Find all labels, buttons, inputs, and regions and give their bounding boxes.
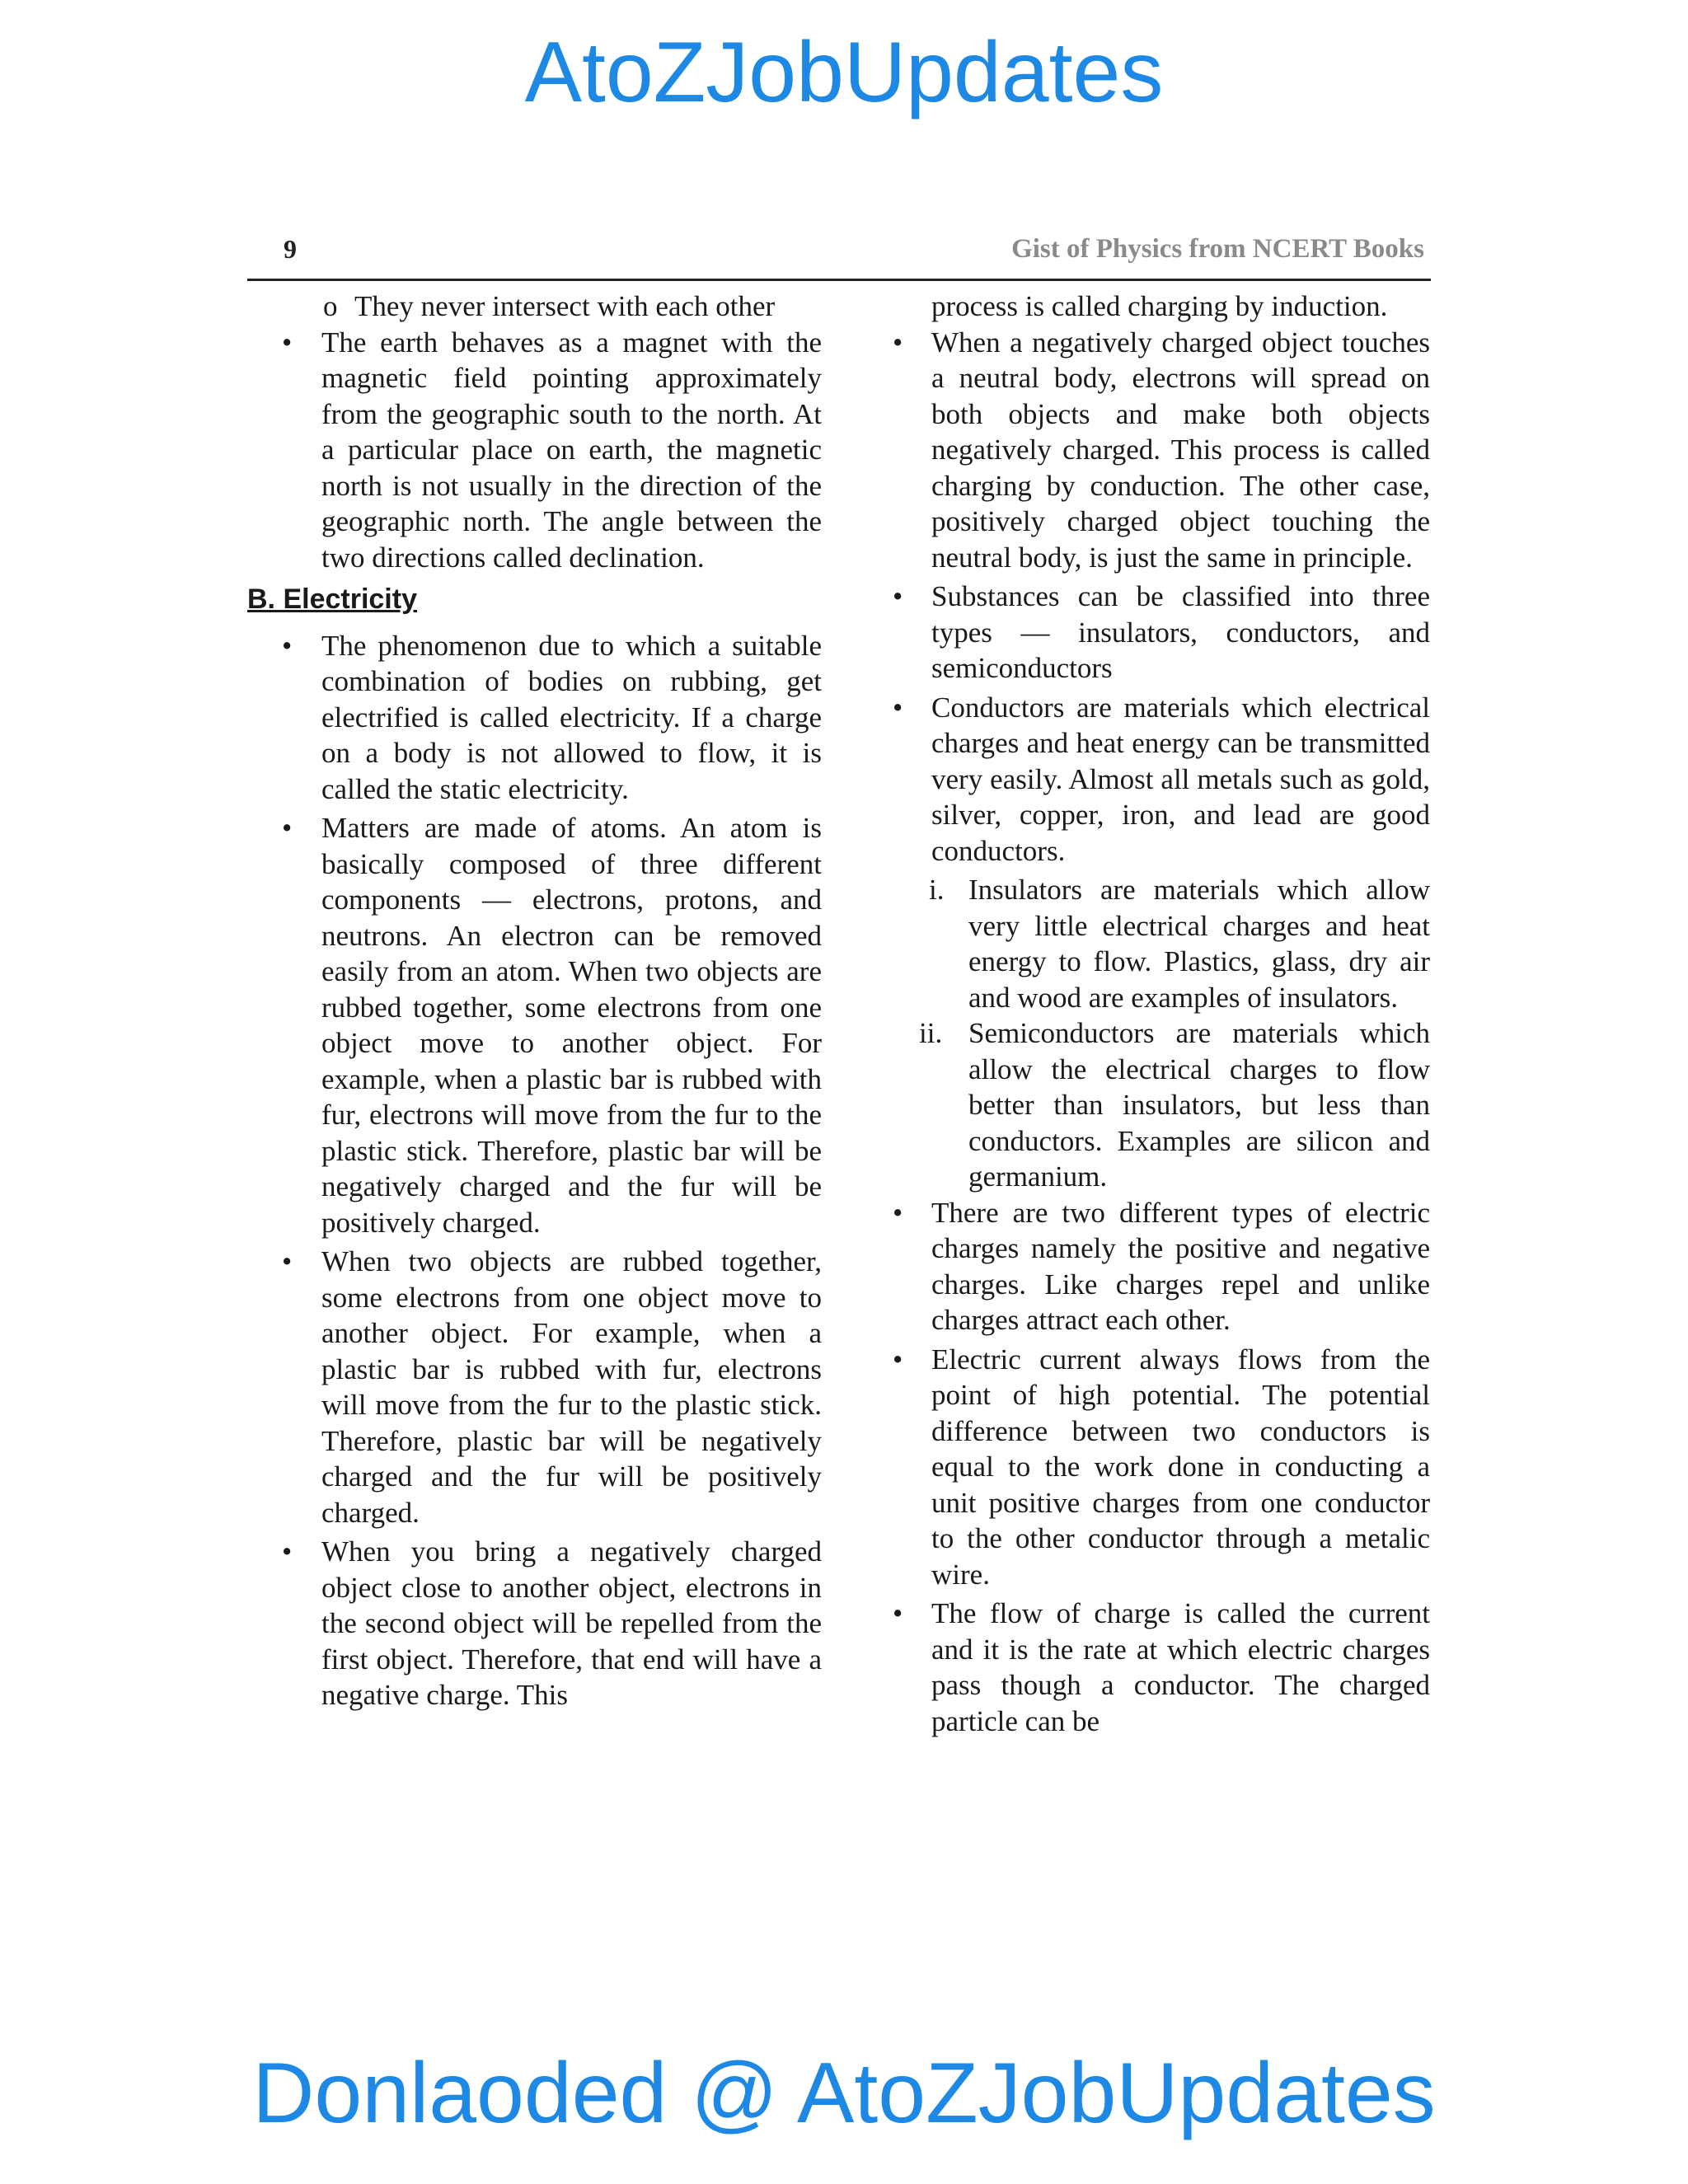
bullet-item (886, 690, 1430, 869)
bullet-item (886, 1195, 1430, 1338)
bullet-icon: • (893, 1343, 903, 1376)
left-column (247, 288, 822, 1717)
bullet-text: The earth behaves as a magnet with the magnetic field pointing approximately from the geographic south to the north. At a particular place on earth, the magnetic north is not usually in the direction of the geographic north. The angle between the two directions called declination. (321, 326, 822, 574)
roman-item-text: Insulators are materials which allow very little electrical charges and heat energy to flow. Plastics, glass, dry air and wood are examples of insulators. (968, 874, 1430, 1014)
watermark-top: AtoZJobUpdates (524, 25, 1164, 120)
roman-list-item (886, 1015, 1430, 1195)
bullet-item (247, 628, 822, 808)
bullet-icon: • (282, 812, 293, 844)
bullet-text: Electric current always flows from the point of high potential. The potential difference between two conductors is equal to the work done in conducting a unit positive charges from one conductor to the other conductor through a metalic wire. (931, 1343, 1430, 1591)
bullet-text: The flow of charge is called the current and it is the rate at which electric charges pass though a conductor. The charged particle can be (931, 1597, 1430, 1737)
bullet-item (886, 579, 1430, 687)
bullet-icon: • (893, 326, 903, 359)
roman-marker: ii. (919, 1017, 943, 1049)
bullet-icon: • (893, 1597, 903, 1629)
o-marker: o (323, 290, 338, 322)
page-header (247, 229, 1431, 281)
roman-item-text: Semiconductors are materials which allow the electrical charges to flow better than insulators, but less than conductors. Examples are silicon and germanium. (968, 1017, 1430, 1193)
bullet-item (247, 810, 822, 1240)
roman-marker: i. (929, 874, 945, 906)
bullet-icon: • (282, 326, 293, 359)
bullet-text: When you bring a negatively charged object close to another object, electrons in the second object will be repelled from the first object. Therefore, that end will have a negative charge. This (321, 1535, 822, 1711)
bullet-icon: • (282, 1535, 293, 1568)
roman-list-item (886, 872, 1430, 1015)
bullet-icon: • (893, 1196, 903, 1229)
bullet-icon: • (282, 629, 293, 662)
watermark-bottom: Donlaoded @ AtoZJobUpdates (252, 2046, 1436, 2141)
bullet-icon: • (893, 691, 903, 724)
right-column (886, 288, 1430, 1742)
bullet-item (247, 1244, 822, 1530)
o-list-item (247, 288, 822, 325)
bullet-item (886, 1596, 1430, 1739)
page-number: 9 (284, 234, 297, 264)
bullet-item (886, 325, 1430, 576)
section-heading: B. Electricity (247, 583, 417, 615)
bullet-text: Substances can be classified into three types — insulators, conductors, and semiconductors (931, 580, 1430, 684)
bullet-text: There are two different types of electric charges namely the positive and negative charges. Like charges repel and unlike charges attract each other. (931, 1196, 1430, 1336)
bullet-icon: • (282, 1245, 293, 1277)
bullet-text: The phenomenon due to which a suitable combination of bodies on rubbing, get electrified is called electricity. If a charge on a body is not allowed to flow, it is called the static electricity. (321, 629, 822, 805)
bullet-text: When a negatively charged object touches a neutral body, electrons will spread on both objects and make both objects negatively charged. This process is called charging by conduction. The other case, positively charged object touching the neutral body, is just the same in principle. (931, 326, 1430, 574)
bullet-text: Matters are made of atoms. An atom is basically composed of three different components — electrons, protons, and neutrons. An electron can be removed easily from an atom. When two objects are rubbed together, some electrons from one object move to another object. For example, when a plastic bar is rubbed with fur, electrons will move from the fur to the plastic stick. Therefore, plastic bar will be negatively charged and the fur will be positively charged. (321, 812, 822, 1239)
bullet-text: Conductors are materials which electrical charges and heat energy can be transmitted very easily. Almost all metals such as gold, silver, copper, iron, and lead are good conductors. (931, 691, 1430, 867)
continuation-text: process is called charging by induction. (931, 290, 1388, 322)
bullet-item (247, 325, 822, 576)
bullet-item (886, 1342, 1430, 1593)
bullet-icon: • (893, 580, 903, 612)
bullet-text: When two objects are rubbed together, some electrons from one object move to another object. For example, when a plastic bar is rubbed with fur, electrons will move from the fur to the plastic stick. Therefore, plastic bar will be negatively charged and the fur will be positively charged. (321, 1245, 822, 1529)
bullet-item (247, 1534, 822, 1713)
o-item-text: They never intersect with each other (354, 290, 776, 322)
book-title: Gist of Physics from NCERT Books (1011, 234, 1424, 264)
